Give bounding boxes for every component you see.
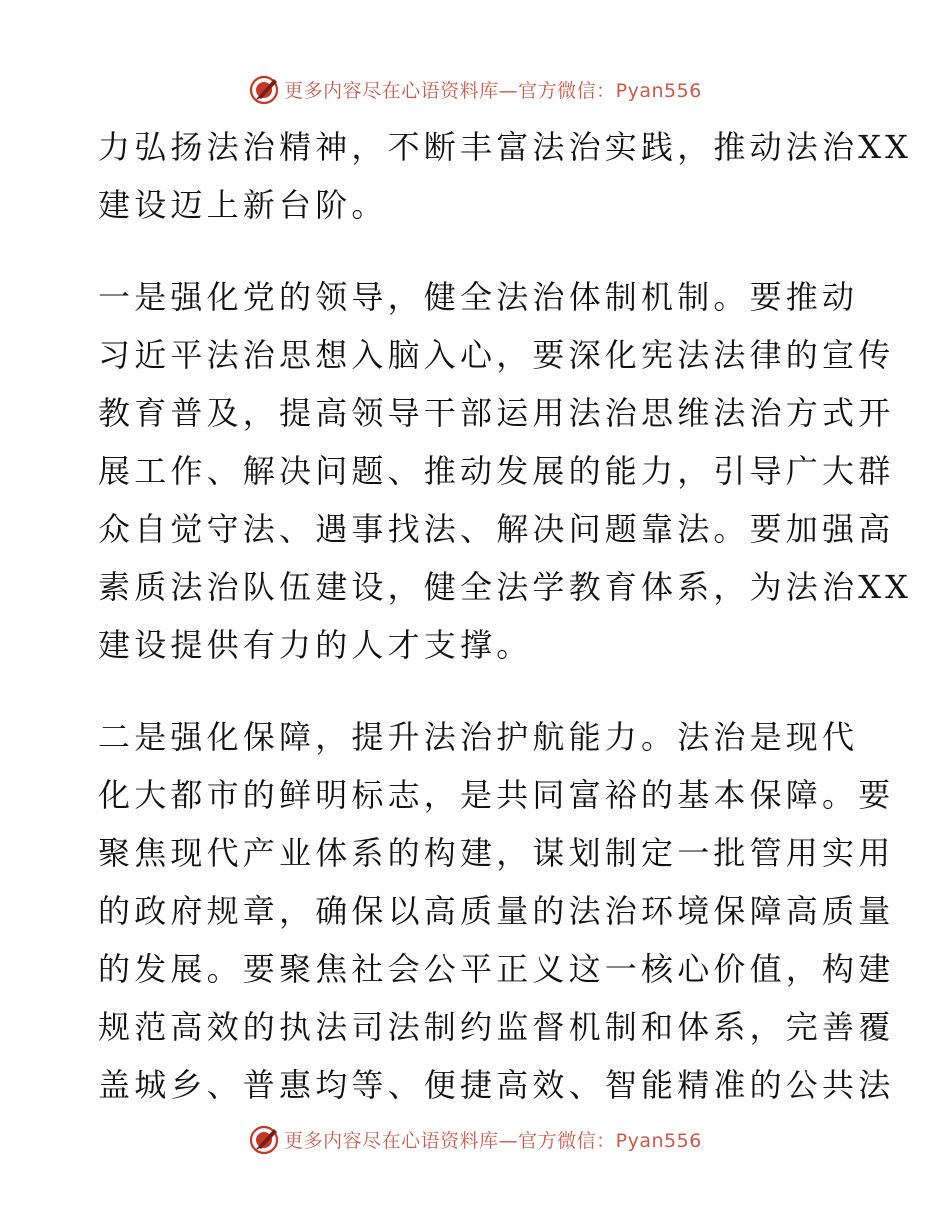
text-line: 教育普及，提高领导干部运用法治思维法治方式开 bbox=[98, 394, 895, 432]
text-line: 习近平法治思想入脑入心，要深化宪法法律的宣传 bbox=[98, 336, 895, 374]
header-banner bbox=[0, 72, 950, 106]
header-banner-text: 更多内容尽在心语资料库—官方微信：Pyan556 bbox=[284, 79, 702, 102]
text-line: 素质法治队伍建设，健全法学教育体系，为法治XX bbox=[98, 568, 913, 606]
text-line: 规范高效的执法司法制约监督机制和体系，完善覆 bbox=[98, 1008, 895, 1046]
text-line: 的发展。要聚焦社会公平正义这一核心价值，构建 bbox=[98, 950, 895, 988]
paragraph-2 bbox=[98, 268, 913, 674]
text-line: 建设迈上新台阶。 bbox=[98, 186, 388, 224]
footer-banner bbox=[0, 1122, 950, 1156]
document-body bbox=[98, 118, 913, 1114]
text-line: 盖城乡、普惠均等、便捷高效、智能精准的公共法 bbox=[98, 1066, 895, 1104]
paragraph-3 bbox=[98, 708, 895, 1114]
text-line: 一是强化党的领导，健全法治体制机制。要推动 bbox=[98, 278, 859, 316]
text-line: 的政府规章，确保以高质量的法治环境保障高质量 bbox=[98, 892, 895, 930]
text-line: 二是强化保障，提升法治护航能力。法治是现代 bbox=[98, 718, 859, 756]
text-line: 众自觉守法、遇事找法、解决问题靠法。要加强高 bbox=[98, 510, 895, 548]
paragraph-1 bbox=[98, 118, 913, 234]
text-line: 化大都市的鲜明标志，是共同富裕的基本保障。要 bbox=[98, 776, 895, 814]
text-line: 建设提供有力的人才支撑。 bbox=[98, 626, 533, 664]
footer-banner-text: 更多内容尽在心语资料库—官方微信：Pyan556 bbox=[284, 1129, 702, 1152]
text-line: 力弘扬法治精神，不断丰富法治实践，推动法治XX bbox=[98, 128, 913, 166]
text-line: 聚焦现代产业体系的构建，谋划制定一批管用实用 bbox=[98, 834, 895, 872]
red-brush-logo-icon bbox=[248, 1123, 280, 1155]
text-line: 展工作、解决问题、推动发展的能力，引导广大群 bbox=[98, 452, 895, 490]
red-brush-logo-icon bbox=[248, 73, 280, 105]
